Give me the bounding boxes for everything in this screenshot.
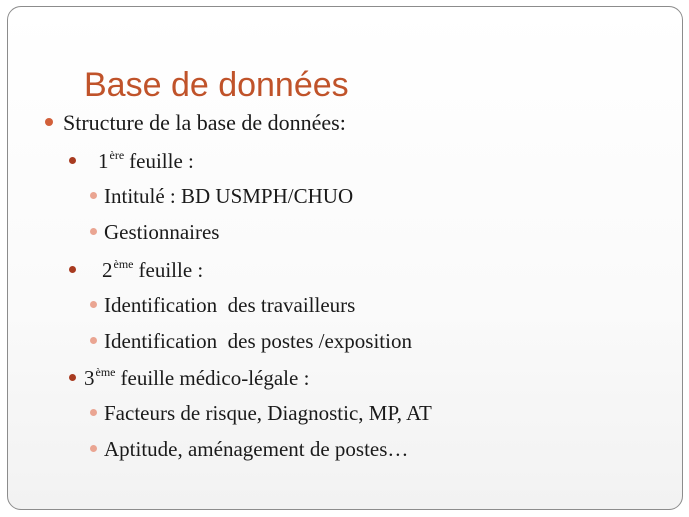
bullet-icon [69,374,76,381]
bullet-icon [90,445,97,452]
ordinal-number: 2 [102,258,113,282]
bullet-icon [69,157,76,164]
bullet-icon [90,228,97,235]
list-item-sheet-1 [98,146,194,179]
bullet-icon [90,192,97,199]
slide-title: Base de données [84,66,349,104]
list-item-travailleurs: Identification des travailleurs [104,293,356,317]
bullet-icon [90,409,97,416]
bullet-icon [69,266,76,273]
list-item-sheet-3 [84,363,309,396]
list-item-postes: Identification des postes /exposition [104,329,412,353]
list-item-facteurs: Facteurs de risque, Diagnostic, MP, AT [104,401,432,425]
slide-frame [7,6,683,510]
sheet-label: feuille : [138,258,204,282]
list-item-aptitude: Aptitude, aménagement de postes… [104,437,409,461]
bullet-icon [45,118,53,126]
ordinal-number: 3 [84,366,95,390]
bullet-icon [90,337,97,344]
ordinal-suffix: ère [109,148,125,162]
ordinal-number: 1 [98,149,109,173]
list-item-sheet-2 [102,255,203,288]
ordinal-suffix: ème [95,365,116,379]
sheet-label: feuille : [129,149,194,173]
list-item-intitule: Intitulé : BD USMPH/CHUO [104,184,354,208]
bullet-icon [90,301,97,308]
list-item-gestionnaires: Gestionnaires [104,220,220,244]
ordinal-suffix: ème [113,257,134,271]
sheet-label: feuille médico-légale : [120,366,310,390]
list-item-structure: Structure de la base de données: [63,110,346,135]
